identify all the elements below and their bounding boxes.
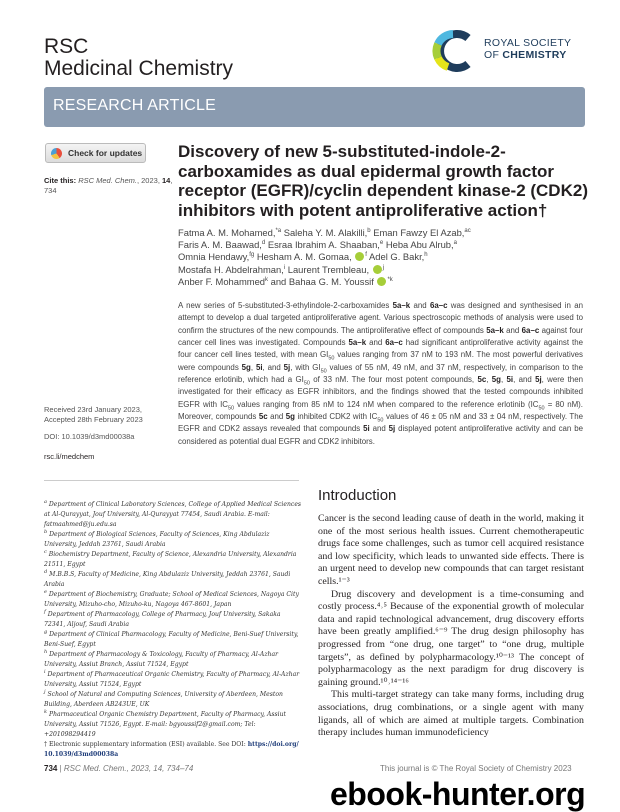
author-affiliation-marker: *k — [387, 276, 393, 283]
check-for-updates-label: Check for updates — [68, 148, 143, 158]
logo-line2-prefix: OF — [484, 49, 503, 61]
abstract-text: , — [500, 375, 507, 385]
logo-line1: ROYAL SOCIETY — [484, 37, 572, 49]
compound-label: 6a–c — [429, 301, 448, 310]
affiliation-marker: j — [44, 688, 46, 695]
abstract-text: inhibited CDK2 with IC — [295, 412, 378, 422]
abstract-text: values ranging from 85 nM to 124 nM when compared to the reference erlotinib (IC — [234, 399, 539, 409]
affiliation-text: M.B.B.S, Faculty of Medicine, King Abdulaziz University, Jeddah 23761, Saudi Arabia — [44, 571, 291, 588]
esi-text: † Electronic supplementary information (ESI) available. See DOI: — [44, 741, 248, 748]
rsc-logo — [430, 28, 590, 74]
logo-line2-bold: CHEMISTRY — [502, 49, 567, 61]
esi-doi-link[interactable]: https://doi.org/10.1039/d3md00038a — [44, 741, 299, 758]
compound-label: 6a–c — [385, 338, 403, 348]
crossmark-icon — [51, 148, 62, 159]
affiliation-marker: k — [44, 708, 48, 715]
affiliation — [44, 590, 302, 610]
author: Eman Fawzy El Azab, — [373, 227, 465, 238]
page-number: 734 — [44, 764, 58, 773]
affiliation-text: Department of Clinical Pharmacology, Faculty of Medicine, Beni-Suef University, Beni-Suef, Egypt — [44, 631, 299, 648]
affiliation-text: Department of Pharmaceutical Organic Chemistry, Faculty of Pharmacy, Al-Azhar University, Assiut 71524, Egypt — [44, 671, 300, 688]
affiliation — [44, 630, 302, 650]
footer-separator: | — [57, 764, 64, 773]
affiliation — [44, 530, 302, 550]
affiliations — [44, 500, 302, 760]
intro-paragraph: Drug discovery and development is a time-consuming and costly process.⁴˒⁵ Because of the exponential growth of molecular data and rapid technological advancement, drug discovery efforts have been greatly amplified.⁶⁻⁹ The drug design philosophy has progressed from “one drug, one target” to “one drug, multiple targets”, as defined by polypharmacology.¹⁰⁻¹³ The concept of polypharmacology as the next paradigm for drug discovery is gaining ground.¹⁰˒¹⁴⁻¹⁶ — [318, 588, 584, 688]
abstract-text: , and — [513, 375, 536, 385]
compound-label: 5j — [283, 362, 291, 372]
subscript: 50 — [320, 368, 327, 375]
author-affiliation-marker: i — [283, 264, 286, 271]
author: Esraa Ibrahim A. Shaaban, — [267, 239, 380, 251]
author: Hesham A. M. Gomaa, — [256, 251, 352, 263]
affiliation — [44, 550, 302, 570]
cite-journal: RSC Med. Chem. — [78, 176, 137, 185]
orcid-icon[interactable] — [377, 277, 386, 286]
compound-label: 5c — [477, 375, 487, 385]
affiliation-marker: a — [44, 498, 47, 505]
subscript: 50 — [227, 405, 235, 412]
subscript: 50 — [303, 380, 310, 387]
author-affiliation-marker: j — [382, 264, 385, 271]
intro-paragraph: This multi-target strategy can take many forms, including drug associations, drug combinations, or a single agent with many ligands, all of which are aimed at multiple targets. Combination therapy includes human immunodeficiency — [318, 689, 584, 739]
affiliation-marker: b — [44, 528, 48, 535]
journal-name-line2: Medicinal Chemistry — [44, 57, 234, 80]
affiliation-text: Department of Biological Sciences, Faculty of Sciences, King Abdulaziz University, Jeddah 23761, Saudi Arabia — [44, 531, 270, 548]
author-affiliation-marker: k — [265, 276, 269, 283]
author-affiliation-marker: b — [367, 227, 371, 234]
cite-volume: 14 — [162, 176, 171, 185]
author-affiliation-marker: h — [424, 252, 428, 259]
footer-left — [44, 764, 193, 774]
abstract-text: values of 46 ± 05 nM and 33 ± 04 nM, respectively. The EGFR and CDK2 assays revealed that compounds — [178, 412, 583, 434]
affiliation-text: Department of Clinical Laboratory Sciences, College of Applied Medical Sciences at Al-Qurayyat, Jouf University, Al-Qurayyat 77454, Saudi Arabia. E-mail: fatmaahmed@ju.edu.sa — [44, 501, 302, 528]
orcid-icon[interactable] — [373, 264, 385, 274]
affiliation-marker: c — [44, 548, 47, 555]
compound-label: 5i — [506, 375, 514, 385]
affiliation — [44, 610, 302, 630]
author: Saleha Y. M. Alakilli, — [283, 227, 368, 238]
subscript: 50 — [328, 355, 335, 362]
intro-paragraph: Cancer is the second leading cause of death in the world, making it one of the most serious health issues. Current chemotherapeutic drugs face some challenges, such as tumor cell acquired resistance and low specificity, which leads to unwanted side effects. There is an urgent need to develop new compounds that can target resistant cells.¹⁻³ — [318, 513, 584, 587]
affiliation — [44, 500, 302, 530]
abstract-text: A new series of 5-substituted-3-ethylindole-2-carboxamides — [178, 301, 393, 310]
journal-name — [44, 36, 233, 80]
article-type-banner: RESEARCH ARTICLE — [44, 87, 585, 127]
abstract-text: and — [267, 412, 286, 422]
compound-label: 5i — [255, 362, 263, 372]
abstract-text: against four cancer cell lines was investigated. Compounds — [178, 325, 583, 348]
abstract-text: and — [503, 325, 522, 335]
author-affiliation-marker: fg — [249, 252, 255, 259]
esi-note — [44, 740, 302, 760]
divider — [44, 480, 299, 481]
compound-label: 5g — [491, 375, 501, 385]
article-dates — [44, 405, 143, 425]
compound-label: 5j — [388, 424, 396, 434]
citation — [44, 176, 174, 196]
author: Laurent Trembleau, — [287, 263, 370, 275]
author: Fatma A. M. Mohamed, — [178, 227, 276, 238]
affiliation-marker: f — [44, 608, 46, 615]
abstract — [178, 300, 583, 448]
affiliation-text: Pharmaceutical Organic Chemistry Department, Faculty of Pharmacy, Assiut University, Assiut 71526, Egypt. E-mail: bgyoussif2@gmail.com; Tel: +201098294419 — [44, 711, 287, 738]
abstract-text: , with GI — [290, 362, 321, 372]
abstract-text: values ranging from 37 nM to 193 nM. The most powerful derivatives were compounds — [178, 350, 583, 372]
author: Anber F. Mohammed — [178, 275, 266, 287]
author-affiliation-marker: e — [379, 240, 384, 247]
compound-label: 5j — [535, 375, 542, 385]
abstract-text: and — [366, 338, 386, 348]
affiliation — [44, 570, 302, 590]
author: Heba Abu Alrub, — [385, 239, 454, 251]
affiliation — [44, 690, 302, 710]
doi[interactable]: DOI: 10.1039/d3md00038a — [44, 432, 135, 441]
affiliation-text: Department of Biochemistry, Graduate; School of Medical Sciences, Nagoya City University, Mizuho-cho, Mizuho-ku, Nagoya 467-8601, Japan — [44, 591, 299, 608]
subscript: 50 — [538, 405, 545, 412]
author: Mostafa H. Abdelrahman, — [178, 263, 284, 275]
abstract-text: , — [486, 375, 492, 385]
subscript: 50 — [377, 417, 384, 424]
affiliation-text: School of Natural and Computing Sciences, University of Aberdeen, Meston Building, Aberdeen AB243UE, UK — [44, 691, 283, 708]
journal-link[interactable]: rsc.li/medchem — [44, 452, 95, 461]
author-affiliation-marker: d — [261, 240, 266, 247]
abstract-text: , — [250, 362, 256, 372]
compound-label: 5g — [285, 412, 296, 422]
author: and Bahaa G. M. Youssif — [270, 275, 374, 287]
introduction-body — [318, 513, 584, 740]
affiliation-marker: h — [44, 648, 48, 655]
abstract-text: and — [369, 424, 389, 434]
affiliation-marker: g — [44, 628, 48, 635]
affiliation — [44, 670, 302, 690]
abstract-text: values of 55 nM, 49 nM, and 37 nM, respectively, in comparison to the reference erlotinib, which had a GI — [178, 362, 583, 385]
affiliation-marker: e — [44, 588, 47, 595]
journal-name-line1: RSC — [44, 35, 89, 58]
author: Adel G. Bakr, — [369, 251, 425, 263]
abstract-text: , were then investigated for their efficacy as EGFR inhibitors, and the findings showed that the tested compounds inhibited EGFR with IC — [178, 375, 583, 409]
cite-page: , 734 — [44, 176, 173, 195]
author-affiliation-marker: f — [365, 252, 367, 259]
compound-label: 6a–c — [521, 325, 540, 335]
abstract-text: displayed potent antiproliferative activity and can be considered as potential dual EGFR and CDK2 inhibitors. — [178, 424, 583, 446]
footer-right: This journal is © The Royal Society of Chemistry 2023 — [380, 764, 572, 773]
author: Omnia Hendawy, — [178, 251, 250, 263]
orcid-icon[interactable] — [355, 252, 364, 261]
introduction-heading: Introduction — [318, 487, 397, 504]
compound-label: 5a–k — [486, 325, 504, 335]
author-list — [178, 227, 598, 288]
received-date: Received 23rd January 2023, — [44, 405, 142, 414]
check-for-updates-button[interactable] — [45, 143, 146, 163]
affiliation — [44, 710, 302, 740]
affiliation-text: Biochemistry Department, Faculty of Science, Alexandria University, Alexandria 21511, Egypt — [44, 551, 297, 568]
abstract-text: = 80 nM). Moreover, compounds — [178, 399, 583, 422]
watermark: ebook-hunter.org — [330, 776, 586, 812]
affiliation-marker: i — [44, 668, 46, 675]
rsc-logo-icon — [430, 28, 476, 74]
abstract-text: , and — [262, 362, 284, 372]
compound-label: 5i — [363, 424, 370, 434]
compound-label: 5c — [258, 412, 268, 422]
author-affiliation-marker: a — [453, 240, 457, 247]
author: Faris A. M. Baawad, — [178, 239, 262, 251]
abstract-text: was designed and synthesised in an attempt to develop a dual targeted antiproliferative agent. Various spectroscopic methods of analysis were used to confirm the structures of the new compounds. The antiproliferative effect of compounds — [178, 301, 583, 335]
compound-label: 5g — [241, 362, 251, 372]
cite-label: Cite this: — [44, 176, 77, 185]
author-affiliation-marker: ac — [464, 227, 471, 234]
footer-citation: RSC Med. Chem., 2023, 14, 734–74 — [63, 764, 194, 773]
article-title: Discovery of new 5-substituted-indole-2-carboxamides as dual epidermal growth factor receptor (EGFR)/cyclin dependent kinase-2 (CDK2) inhibitors with potent antiproliferative action† — [178, 142, 588, 220]
author-affiliation-marker: *a — [275, 227, 282, 234]
abstract-text: and — [410, 301, 430, 310]
compound-label: 5a–k — [392, 301, 411, 310]
accepted-date: Accepted 28th February 2023 — [44, 415, 143, 424]
affiliation-text: Department of Pharmacology & Toxicology, Faculty of Pharmacy, Al-Azhar University, Assiut Branch, Assiut 71524, Egypt — [44, 651, 279, 668]
affiliation-marker: d — [44, 568, 48, 575]
affiliation — [44, 650, 302, 670]
abstract-text: of 33 nM. The four most potent compounds, — [309, 375, 478, 385]
affiliation-text: Department of Pharmacology, College of Pharmacy, Jouf University, Sakaka 72341, Aljouf, Saudi Arabia — [44, 611, 281, 628]
compound-label: 5a–k — [348, 338, 367, 348]
abstract-text: had significant antiproliferative activity against the four cancer cell lines tested, with mean GI — [178, 338, 583, 360]
cite-year: , 2023, — [136, 176, 162, 185]
